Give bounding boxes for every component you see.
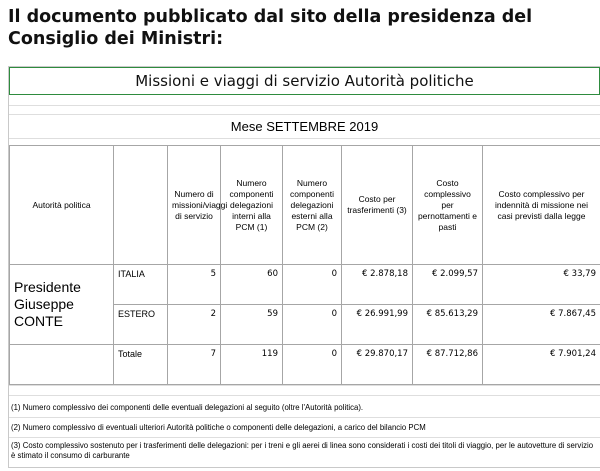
gridline xyxy=(9,417,600,418)
sheet-title[interactable]: Missioni e viaggi di servizio Autorità politiche xyxy=(9,67,600,95)
transfer-cost-cell: € 26.991,99 xyxy=(342,305,413,345)
lodging-cost-cell: € 2.099,57 xyxy=(413,265,483,305)
column-header: Costo complessivo per pernottamenti e pasti xyxy=(413,146,483,265)
missions-cell: 5 xyxy=(168,265,221,305)
spreadsheet xyxy=(8,66,600,468)
footnote: (1) Numero complessivo dei componenti delle eventuali delegazioni al seguito (oltre l'Autorità politica). xyxy=(11,403,364,412)
transfer-cost-cell: € 2.878,18 xyxy=(342,265,413,305)
column-header: Numero componenti delegazioni interni alla PCM (1) xyxy=(221,146,283,265)
allowance-cost-cell: € 33,79 xyxy=(483,265,600,305)
external-cell: 0 xyxy=(283,305,342,345)
column-header: Costo complessivo per indennità di missione nei casi previsti dalla legge xyxy=(483,146,600,265)
column-header: Numero componenti delegazioni esterni alla PCM (2) xyxy=(283,146,342,265)
table-row-total xyxy=(10,345,600,385)
area-cell: ITALIA xyxy=(114,265,168,305)
month-label: Mese SETTEMBRE 2019 xyxy=(230,118,379,134)
area-cell: Totale xyxy=(114,345,168,385)
column-header xyxy=(114,146,168,265)
gridline xyxy=(9,437,600,438)
table-header-row xyxy=(10,146,600,265)
lodging-cost-cell: € 87.712,86 xyxy=(413,345,483,385)
allowance-cost-cell: € 7.901,24 xyxy=(483,345,600,385)
gridline xyxy=(9,105,600,106)
authority-name: Presidente Giuseppe CONTE xyxy=(10,265,114,345)
column-header: Numero di missioni/viaggi di servizio xyxy=(168,146,221,265)
gridline xyxy=(9,395,600,396)
internal-cell: 119 xyxy=(221,345,283,385)
empty-cell xyxy=(10,345,114,385)
internal-cell: 60 xyxy=(221,265,283,305)
area-cell: ESTERO xyxy=(114,305,168,345)
lodging-cost-cell: € 85.613,29 xyxy=(413,305,483,345)
page-heading: Il documento pubblicato dal sito della presidenza del Consiglio dei Ministri: xyxy=(8,7,533,49)
internal-cell: 59 xyxy=(221,305,283,345)
allowance-cost-cell: € 7.867,45 xyxy=(483,305,600,345)
column-header: Autorità politica xyxy=(10,146,114,265)
external-cell: 0 xyxy=(283,345,342,385)
footnote: (2) Numero complessivo di eventuali ulteriori Autorità politiche o componenti delle delegazioni, a carico del bilancio PCM xyxy=(11,423,426,432)
gridline xyxy=(9,385,600,386)
footnote: (3) Costo complessivo sostenuto per i trasferimenti delle delegazioni: per i treni e gli aerei di linea sono considerati i costi dei titoli di viaggio, per le autovetture di servizio è stimato il consumo di carburante xyxy=(11,441,594,460)
column-header: Costo per trasferimenti (3) xyxy=(342,146,413,265)
missions-table xyxy=(9,145,600,385)
transfer-cost-cell: € 29.870,17 xyxy=(342,345,413,385)
external-cell: 0 xyxy=(283,265,342,305)
table-row xyxy=(10,265,600,305)
missions-cell: 2 xyxy=(168,305,221,345)
gridline xyxy=(9,138,600,139)
missions-cell: 7 xyxy=(168,345,221,385)
